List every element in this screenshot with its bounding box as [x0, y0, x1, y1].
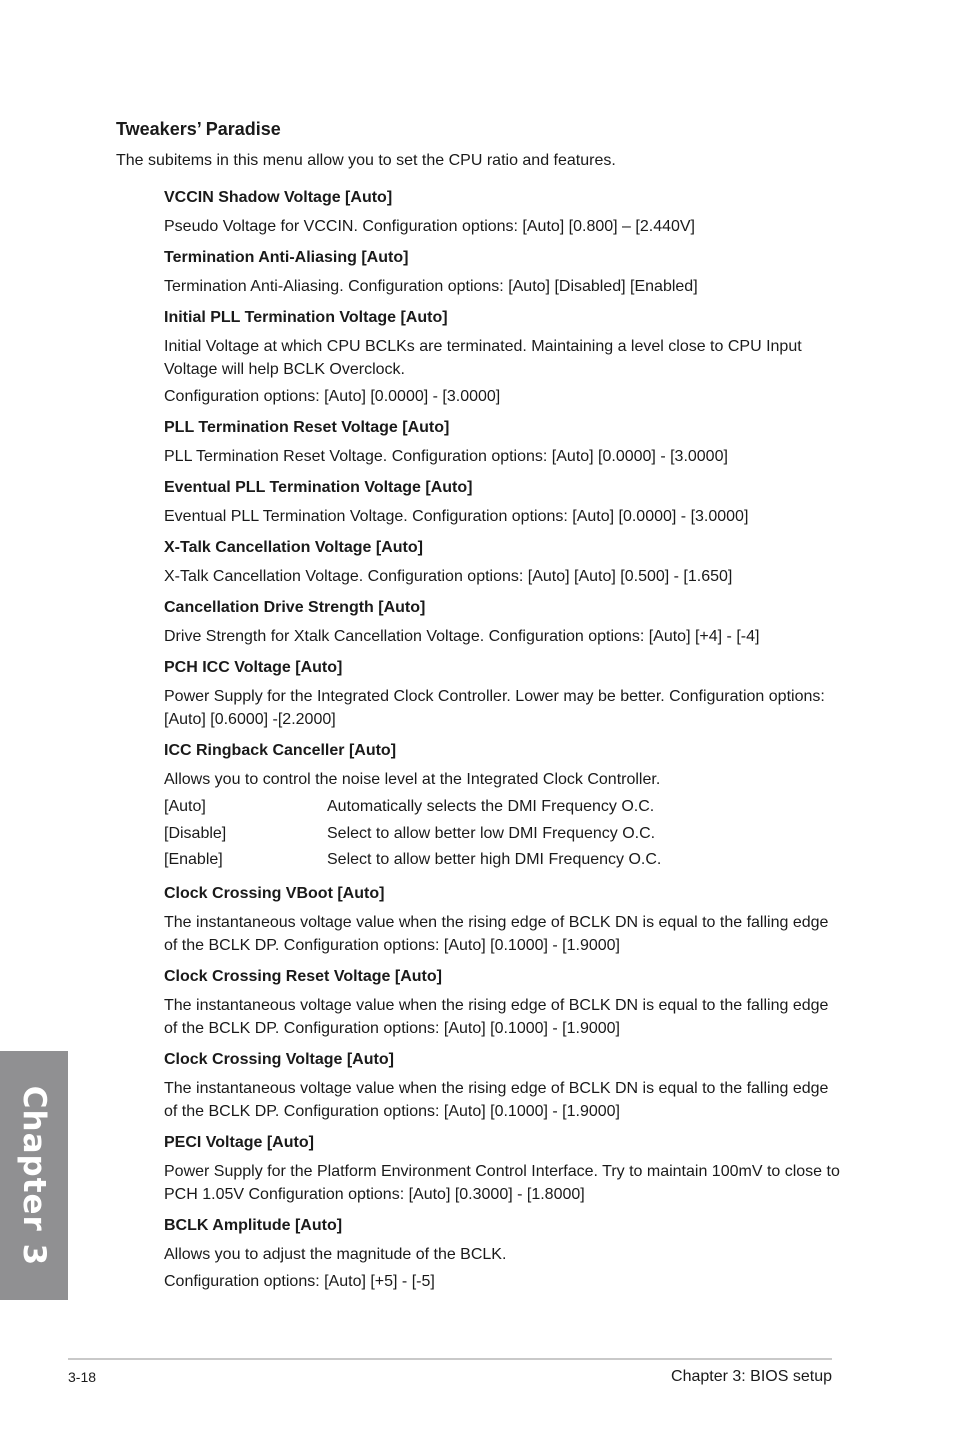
bios-item: [164, 308, 844, 408]
option-row: [164, 794, 661, 821]
option-value: Automatically selects the DMI Frequency O.C.: [327, 798, 655, 815]
bios-item: [164, 1133, 844, 1206]
option-value: Select to allow better low DMI Frequency O.C.: [327, 824, 656, 842]
item-title: PECI Voltage [Auto]: [164, 1133, 314, 1151]
item-title: Cancellation Drive Strength [Auto]: [164, 599, 426, 616]
option-key: [Disable]: [164, 824, 227, 842]
bios-item: [164, 188, 844, 238]
footer-divider: [68, 1358, 832, 1360]
item-description: Drive Strength for Xtalk Cancellation Voltage. Configuration options: [Auto] [+4] - [-4]: [164, 628, 760, 645]
item-title: Termination Anti-Aliasing [Auto]: [164, 249, 409, 266]
item-title: Eventual PLL Termination Voltage [Auto]: [164, 479, 473, 496]
item-description: PLL Termination Reset Voltage. Configuration options: [Auto] [0.0000] - [3.0000]: [164, 448, 728, 465]
bios-item: [164, 418, 844, 468]
item-description: The instantaneous voltage value when the rising edge of BCLK DN is equal to the falling edge of the BCLK DP. Configuration options: [Auto] [0.1000] - [1.9000]: [164, 996, 829, 1037]
item-description: Termination Anti-Aliasing. Configuration options: [Auto] [Disabled] [Enabled]: [164, 278, 698, 295]
bios-item: [164, 884, 844, 957]
item-description: Initial Voltage at which CPU BCLKs are terminated. Maintaining a level close to CPU Input Voltage will help BCLK Overclock.: [164, 338, 802, 378]
bios-item: [164, 1050, 844, 1123]
item-description: The instantaneous voltage value when the rising edge of BCLK DN is equal to the falling edge of the BCLK DP. Configuration options: [Auto] [0.1000] - [1.9000]: [164, 1079, 829, 1120]
page-number: 3-18: [68, 1369, 97, 1385]
item-description: Eventual PLL Termination Voltage. Configuration options: [Auto] [0.0000] - [3.0000]: [164, 508, 749, 525]
bios-item: [164, 478, 844, 528]
item-title: PLL Termination Reset Voltage [Auto]: [164, 419, 450, 436]
option-row: [164, 847, 661, 874]
section-description: The subitems in this menu allow you to set the CPU ratio and features.: [116, 152, 616, 169]
item-title: Clock Crossing VBoot [Auto]: [164, 884, 385, 902]
item-config-options: Configuration options: [Auto] [+5] - [-5]: [164, 1272, 435, 1290]
chapter-tab: [0, 1051, 68, 1300]
item-title: PCH ICC Voltage [Auto]: [164, 659, 343, 676]
bios-item: [164, 248, 844, 298]
item-title: VCCIN Shadow Voltage [Auto]: [164, 189, 393, 206]
item-title: BCLK Amplitude [Auto]: [164, 1216, 343, 1234]
item-config-options: Configuration options: [Auto] [0.0000] - [3.0000]: [164, 388, 501, 405]
bios-item: [164, 1216, 844, 1293]
bios-item: [164, 741, 844, 874]
item-description: Allows you to control the noise level at the Integrated Clock Controller.: [164, 771, 661, 788]
item-title: Initial PLL Termination Voltage [Auto]: [164, 309, 448, 326]
item-title: Clock Crossing Voltage [Auto]: [164, 1050, 394, 1068]
item-title: ICC Ringback Canceller [Auto]: [164, 742, 397, 759]
option-table: [164, 794, 661, 874]
item-description: Power Supply for the Platform Environment Control Interface. Try to maintain 100mV to close to PCH 1.05V Configuration options: [Auto] [0.3000] - [1.8000]: [164, 1162, 840, 1203]
item-description: Power Supply for the Integrated Clock Controller. Lower may be better. Configuration options: [Auto] [0.6000] -[2.2000]: [164, 688, 825, 728]
item-title: Clock Crossing Reset Voltage [Auto]: [164, 967, 442, 985]
option-row: [164, 821, 661, 848]
item-title: X-Talk Cancellation Voltage [Auto]: [164, 539, 423, 556]
item-description: Allows you to adjust the magnitude of the BCLK.: [164, 1245, 507, 1263]
option-key: [Auto]: [164, 798, 206, 815]
option-key: [Enable]: [164, 851, 223, 868]
bios-item: [164, 967, 844, 1040]
section-title: Tweakers’ Paradise: [116, 119, 281, 139]
item-description: X-Talk Cancellation Voltage. Configuration options: [Auto] [Auto] [0.500] - [1.650]: [164, 568, 733, 585]
bios-item: [164, 658, 844, 731]
bios-item: [164, 598, 844, 648]
footer-chapter-title: Chapter 3: BIOS setup: [671, 1368, 832, 1385]
option-value: Select to allow better high DMI Frequency O.C.: [327, 851, 662, 868]
chapter-label: Chapter 3: [16, 1085, 52, 1267]
item-description: The instantaneous voltage value when the rising edge of BCLK DN is equal to the falling edge of the BCLK DP. Configuration options: [Auto] [0.1000] - [1.9000]: [164, 913, 829, 954]
item-description: Pseudo Voltage for VCCIN. Configuration options: [Auto] [0.800] – [2.440V]: [164, 218, 695, 235]
bios-item-list: [164, 188, 844, 1303]
bios-item: [164, 538, 844, 588]
